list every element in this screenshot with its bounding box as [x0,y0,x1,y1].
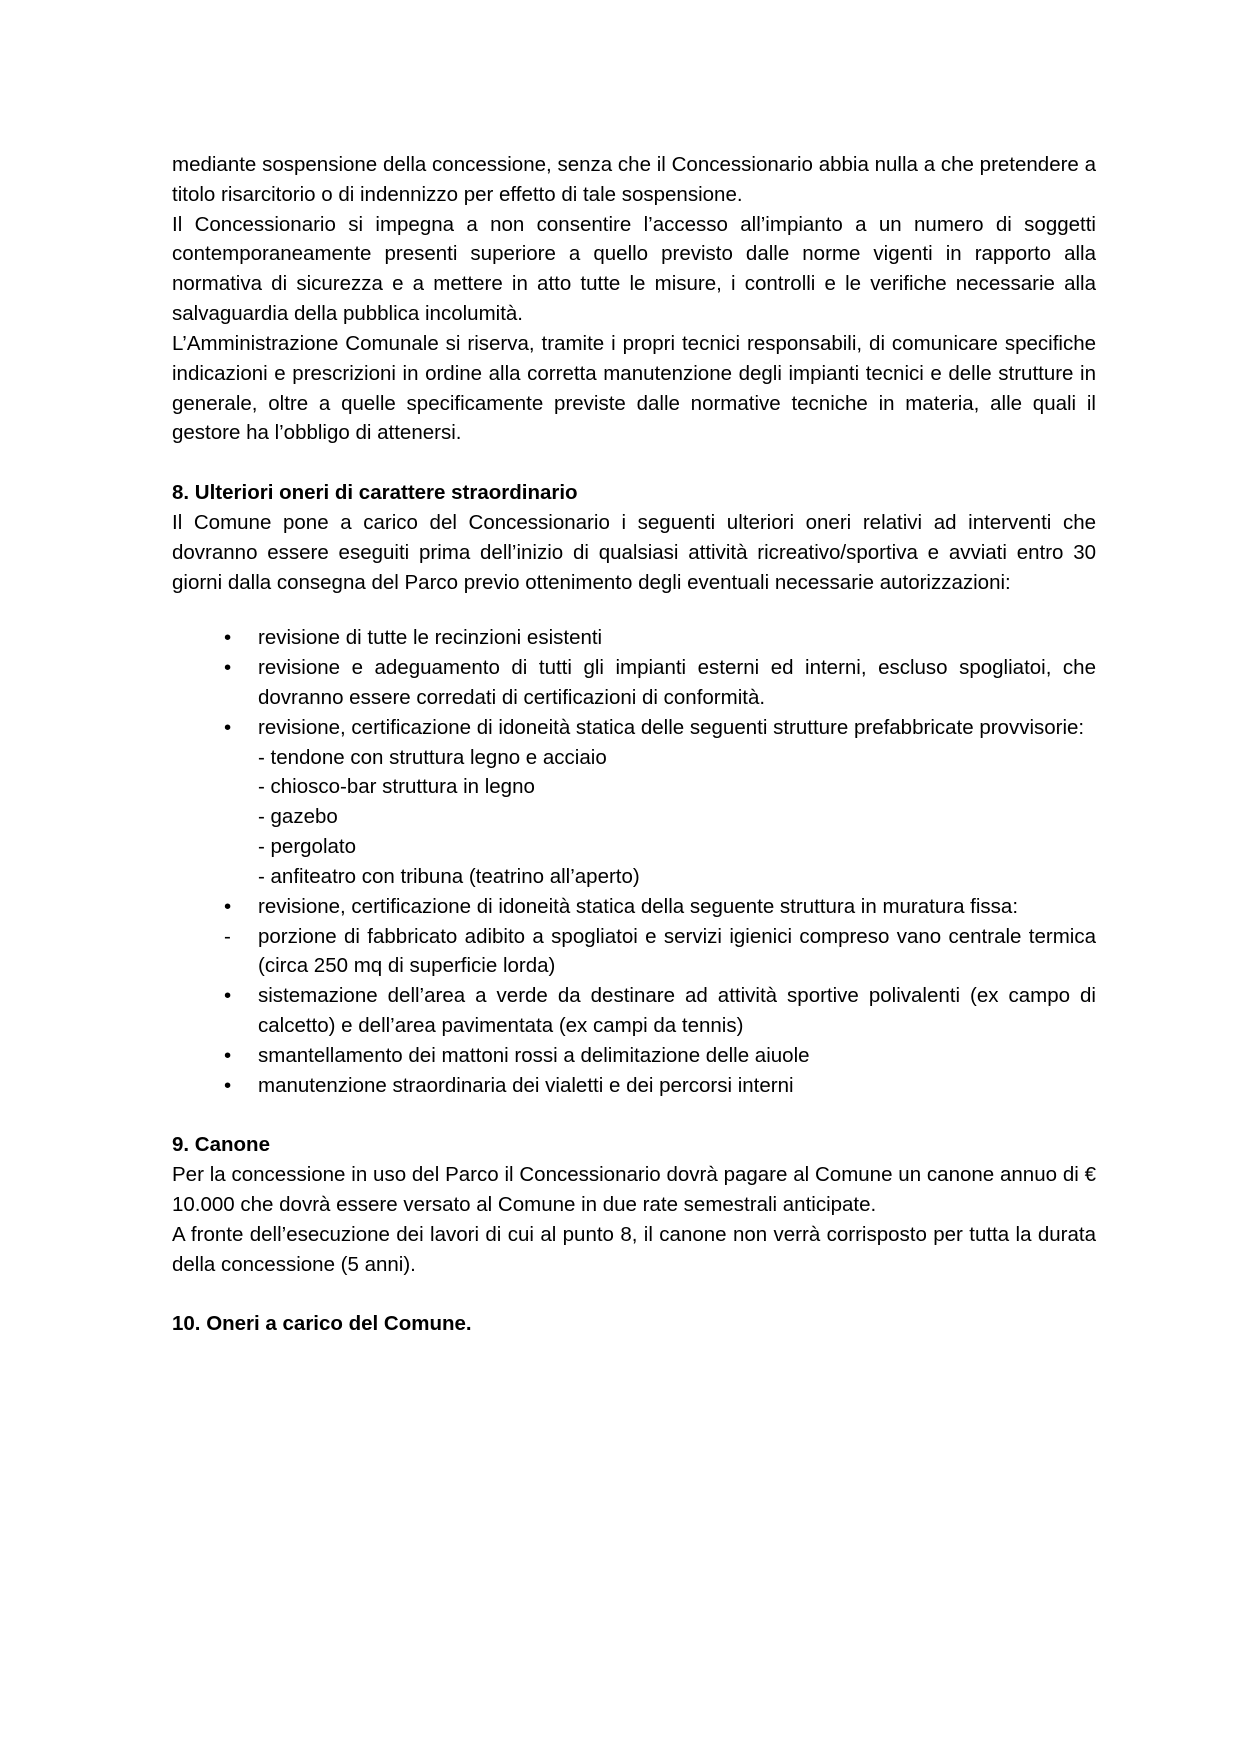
prefab-list-item: - chiosco-bar struttura in legno [258,775,535,799]
dash-icon: - [224,924,231,948]
section-8-bullet-list-part1 [172,623,1096,742]
spacer [172,597,1096,623]
list-item [216,713,1096,743]
list-item-label: porzione di fabbricato adibito a spogliatoi e servizi igienici compreso vano centrale termica (circa 250 mq di superficie lorda) [258,924,1096,978]
prefab-list-item: - pergolato [258,835,357,859]
spacer [172,1100,1096,1130]
paragraph: Per la concessione in uso del Parco il Concessionario dovrà pagare al Comune un canone annuo di € 10.000 che dovrà essere versato al Comune in due rate semestrali anticipate. [172,1163,1096,1216]
bullet-icon: • [224,626,232,650]
bullet-icon: • [224,984,232,1008]
bullet-icon: • [224,1043,232,1067]
section-heading-8: 8. Ulteriori oneri di carattere straordinario [172,481,578,505]
list-item [216,981,1096,1041]
bullet-icon: • [224,1073,232,1097]
list-item-label: sistemazione dell’area a verde da destinare ad attività sportive polivalenti (ex campo di calcetto) e dell’area pavimentata (ex campi da tennis) [258,984,1096,1037]
list-item [216,1071,1096,1101]
paragraph: mediante sospensione della concessione, senza che il Concessionario abbia nulla a che pretendere a titolo risarcitorio o di indennizzo per effetto di tale sospensione. [172,153,1096,206]
bullet-icon: • [224,894,232,918]
list-item [216,1041,1096,1071]
bullet-icon: • [224,715,232,739]
prefab-list-item: - gazebo [258,805,338,829]
section-8-intro: Il Comune pone a carico del Concessionario i seguenti ulteriori oneri relativi ad interventi che dovranno essere eseguiti prima dell’inizio di qualsiasi attività ricreativo/sportiva e avviati entro 30 giorni dalla consegna del Parco previo ottenimento degli eventuali necessarie autorizzazioni: [172,510,1096,594]
paragraph: A fronte dell’esecuzione dei lavori di cui al punto 8, il canone non verrà corrisposto per tutta la durata della concessione (5 anni). [172,1222,1096,1276]
paragraph: Il Concessionario si impegna a non consentire l’accesso all’impianto a un numero di soggetti contemporaneamente presenti superiore a quello previsto dalle norme vigenti in rapporto alla normativa di sicurezza e a mettere in atto tutte le misure, i controlli e le verifiche necessarie alla salvaguardia della pubblica incolumità. [172,212,1096,326]
prefab-list-item: - tendone con struttura legno e acciaio [258,745,607,769]
prefab-list-item: - anfiteatro con tribuna (teatrino all’aperto) [258,864,640,888]
bullet-icon: • [224,656,232,680]
section-8-bullet-list-part2 [172,892,1096,1101]
paragraph: L’Amministrazione Comunale si riserva, tramite i propri tecnici responsabili, di comunicare specifiche indicazioni e prescrizioni in ordine alla corretta manutenzione degli impianti tecnici e delle strutture in generale, oltre a quelle specificamente previste dalle normative tecniche in materia, alle quali il gestore ha l’obbligo di attenersi. [172,331,1096,445]
spacer [172,448,1096,478]
document-body [172,150,1096,1339]
list-item-label: revisione e adeguamento di tutti gli impianti esterni ed interni, escluso spogliatoi, che dovranno essere corredati di certificazioni di conformità. [258,656,1096,709]
list-item-label: revisione, certificazione di idoneità statica delle seguenti strutture prefabbricate provvisorie: [258,715,1085,739]
section-heading-10: 10. Oneri a carico del Comune. [172,1312,472,1336]
spacer [172,1279,1096,1309]
section-heading-9: 9. Canone [172,1133,270,1157]
list-item-label: revisione di tutte le recinzioni esistenti [258,626,603,650]
list-item-label: manutenzione straordinaria dei vialetti e dei percorsi interni [258,1073,794,1097]
list-item-label: revisione, certificazione di idoneità statica della seguente struttura in muratura fissa: [258,894,1019,918]
list-item-dash [216,922,1096,982]
list-item-label: smantellamento dei mattoni rossi a delimitazione delle aiuole [258,1043,810,1067]
prefab-structures-list [172,743,1096,892]
list-item [216,623,1096,653]
list-item [216,653,1096,713]
list-item [216,892,1096,922]
